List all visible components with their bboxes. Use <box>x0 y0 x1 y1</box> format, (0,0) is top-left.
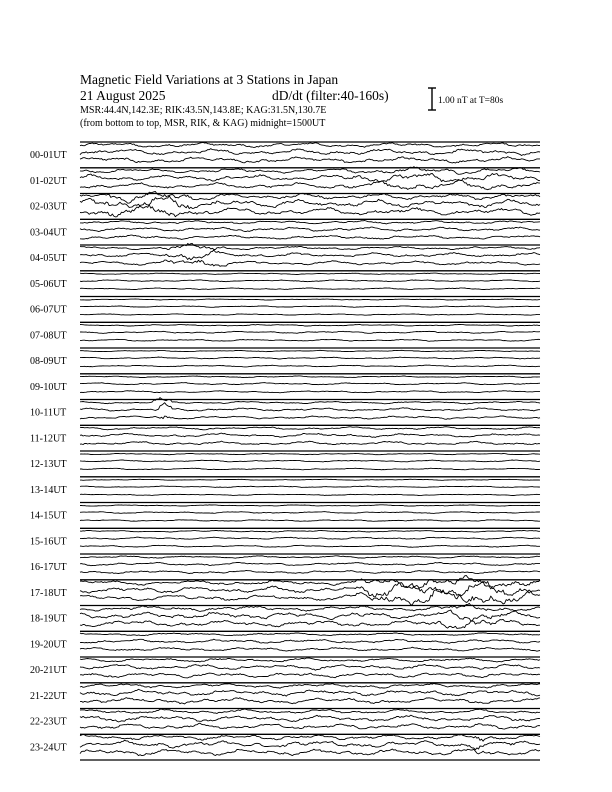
hour-label: 00-01UT <box>30 150 67 161</box>
trace-rik <box>80 610 540 621</box>
hour-row <box>30 425 540 444</box>
trace-msr <box>80 416 540 419</box>
trace-msr <box>80 468 540 470</box>
trace-rik <box>80 149 540 156</box>
stations-line: MSR:44.4N,142.3E; RIK:43.5N,143.8E; KAG:31.5N,130.7E <box>80 105 327 116</box>
trace-msr <box>80 673 540 678</box>
trace-kag <box>80 658 540 662</box>
trace-msr <box>80 589 540 605</box>
hour-row <box>30 631 540 651</box>
trace-kag <box>80 221 540 224</box>
trace-rik <box>80 280 540 282</box>
trace-kag <box>80 575 540 589</box>
trace-rik <box>80 174 540 182</box>
hour-label: 03-04UT <box>30 227 67 239</box>
trace-msr <box>80 235 540 239</box>
trace-kag <box>80 531 540 533</box>
trace-msr <box>80 180 540 190</box>
chart-date: 21 August 2025 <box>80 88 166 103</box>
trace-kag <box>80 735 540 742</box>
trace-msr <box>80 494 540 495</box>
trace-rik <box>80 512 540 514</box>
hour-label: 20-21UT <box>30 665 67 676</box>
trace-rik <box>80 689 540 696</box>
hour-row <box>30 297 540 316</box>
hour-label: 08-09UT <box>30 356 67 367</box>
hour-label: 04-05UT <box>30 253 67 264</box>
hour-row <box>30 322 540 341</box>
trace-kag <box>80 324 540 326</box>
trace-kag <box>80 603 540 611</box>
hour-label: 16-17UT <box>30 562 67 573</box>
hour-row <box>30 192 540 217</box>
trace-rik <box>80 715 540 722</box>
trace-rik <box>80 403 540 411</box>
hour-row <box>30 603 540 628</box>
hour-row <box>30 683 540 704</box>
hour-row <box>30 348 540 367</box>
hour-label: 22-23UT <box>30 716 67 728</box>
hour-row <box>30 398 540 420</box>
trace-rik <box>80 196 540 209</box>
trace-msr <box>80 520 540 522</box>
trace-rik <box>80 357 540 359</box>
hour-label: 18-19UT <box>30 613 67 625</box>
hour-row <box>30 528 540 547</box>
hour-row <box>30 554 540 574</box>
trace-rik <box>80 433 540 437</box>
trace-msr <box>80 288 540 290</box>
trace-rik <box>80 740 540 749</box>
trace-msr <box>80 441 540 445</box>
hour-row <box>30 575 540 605</box>
hour-row <box>30 734 540 755</box>
trace-rik <box>80 639 540 643</box>
trace-kag <box>80 376 540 378</box>
hour-row <box>30 142 540 163</box>
trace-msr <box>80 339 540 341</box>
hour-label: 14-15UT <box>30 510 67 522</box>
hour-row <box>30 477 540 496</box>
trace-msr <box>80 365 540 367</box>
hour-label: 23-24UT <box>30 742 67 754</box>
trace-msr <box>80 157 540 163</box>
trace-rik <box>80 486 540 487</box>
trace-kag <box>80 350 540 351</box>
trace-msr <box>80 570 540 573</box>
trace-rik <box>80 383 540 385</box>
hour-label: 12-13UT <box>30 459 67 470</box>
hour-row <box>30 503 540 522</box>
hour-row <box>30 451 540 470</box>
trace-rik <box>80 227 540 231</box>
hour-label: 15-16UT <box>30 536 67 548</box>
trace-kag <box>80 709 540 714</box>
trace-msr <box>80 545 540 547</box>
hour-label: 17-18UT <box>30 587 67 599</box>
hour-row <box>30 219 540 239</box>
trace-rik <box>80 460 540 462</box>
trace-msr <box>80 647 540 651</box>
trace-msr <box>80 749 540 756</box>
trace-msr <box>80 314 540 315</box>
hour-label: 05-06UT <box>30 278 67 290</box>
order-line: (from bottom to top, MSR, RIK, & KAG) midnight=1500UT <box>80 118 326 129</box>
chart-title: Magnetic Field Variations at 3 Stations in Japan <box>80 72 339 87</box>
hour-label: 10-11UT <box>30 407 67 419</box>
hour-label: 21-22UT <box>30 690 67 702</box>
trace-msr <box>80 260 540 266</box>
hour-label: 02-03UT <box>30 201 67 213</box>
scale-bar <box>428 88 503 110</box>
trace-kag <box>80 556 540 558</box>
hour-row <box>30 271 540 290</box>
trace-kag <box>80 398 540 404</box>
hour-label: 11-12UT <box>30 433 67 445</box>
trace-kag <box>80 142 540 147</box>
trace-rik <box>80 331 540 333</box>
trace-rik <box>80 562 540 565</box>
hour-row <box>30 167 540 190</box>
hour-label: 01-02UT <box>30 175 67 187</box>
trace-rik <box>80 582 540 599</box>
trace-kag <box>80 479 540 480</box>
hour-label: 19-20UT <box>30 639 67 651</box>
trace-kag <box>80 427 540 430</box>
trace-msr <box>80 391 540 393</box>
trace-kag <box>80 453 540 454</box>
hour-row <box>30 374 540 393</box>
trace-rik <box>80 537 540 539</box>
trace-rik <box>80 250 540 260</box>
trace-rik <box>80 306 540 307</box>
trace-kag <box>80 684 540 689</box>
hour-label: 13-14UT <box>30 484 67 496</box>
trace-kag <box>80 299 540 300</box>
hour-row <box>30 244 540 267</box>
hour-row <box>30 657 540 678</box>
scale-label: 1.00 nT at T=80s <box>438 96 504 106</box>
trace-msr <box>80 723 540 729</box>
trace-rik <box>80 664 540 670</box>
hour-label: 09-10UT <box>30 381 67 393</box>
trace-kag <box>80 273 540 274</box>
hour-rows <box>30 142 540 760</box>
trace-kag <box>80 633 540 636</box>
trace-msr <box>80 698 540 704</box>
hour-label: 07-08UT <box>30 330 67 342</box>
hour-row <box>30 709 540 730</box>
chart-quantity: dD/dt (filter:40-160s) <box>272 88 389 103</box>
hour-label: 06-07UT <box>30 304 67 316</box>
trace-kag <box>80 505 540 506</box>
